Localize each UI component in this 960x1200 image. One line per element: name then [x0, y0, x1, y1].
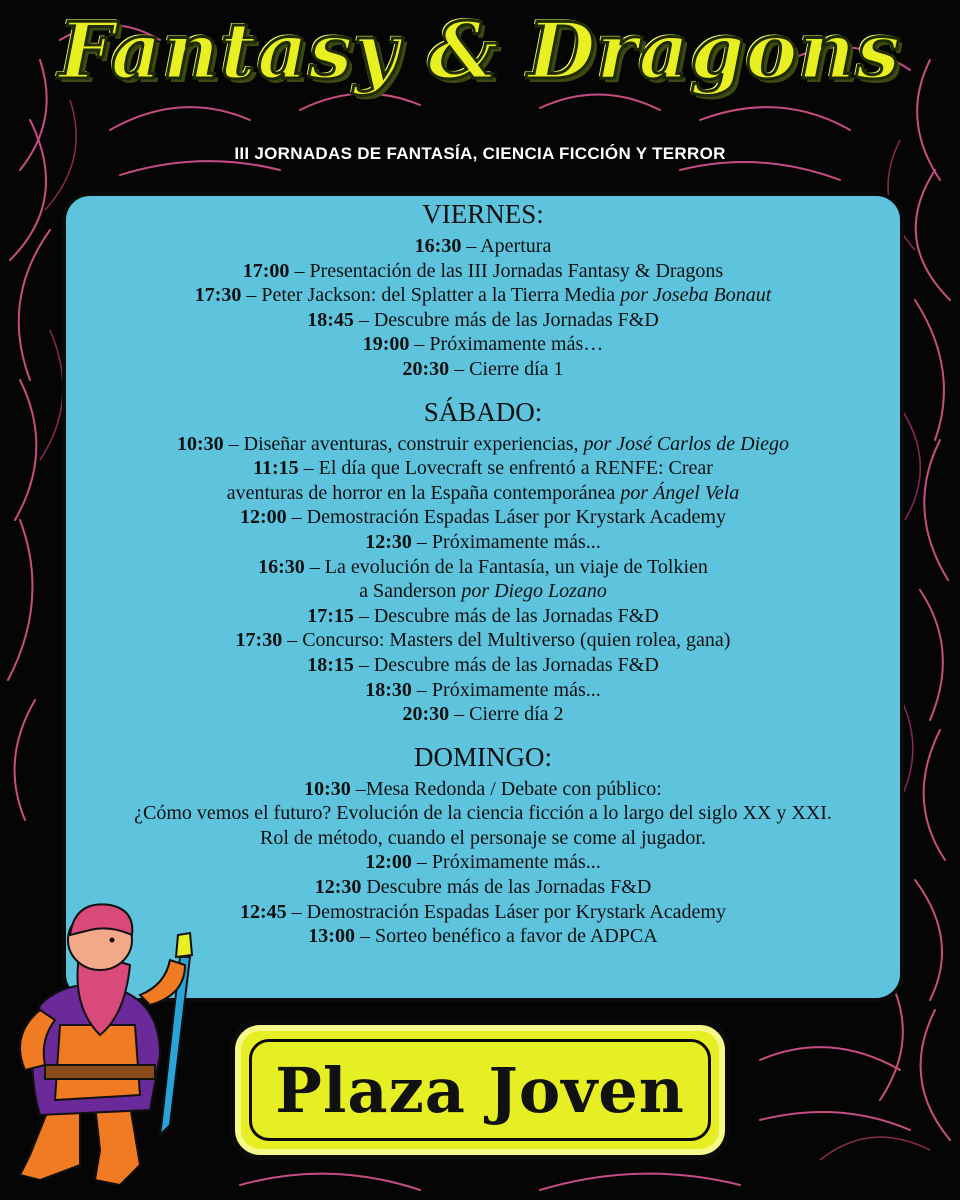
- schedule-text: Rol de método, cuando el personaje se come al jugador.: [260, 826, 706, 849]
- schedule-speaker: por José Carlos de Diego: [583, 432, 790, 455]
- schedule-time: 12:00: [240, 506, 287, 529]
- schedule-text: – Descubre más de las Jornadas F&D: [353, 604, 659, 627]
- schedule-item: [62, 432, 904, 457]
- schedule-time: 19:00: [362, 333, 410, 356]
- schedule-time: 20:30: [402, 703, 450, 726]
- day-block: [62, 396, 904, 727]
- schedule-item: [62, 555, 904, 580]
- schedule-text: – Demostración Espadas Láser por Krystark Academy: [286, 506, 726, 529]
- schedule-text: – Concurso: Masters del Multiverso (quien rolea, gana): [282, 629, 731, 652]
- program-schedule: [62, 198, 904, 963]
- day-block: [62, 198, 904, 382]
- schedule-speaker: por Joseba Bonaut: [620, 284, 772, 307]
- schedule-time: 12:45: [240, 900, 287, 923]
- schedule-item: [62, 678, 904, 703]
- schedule-time: 18:45: [307, 308, 354, 331]
- schedule-item: [62, 777, 904, 802]
- schedule-text: ¿Cómo vemos el futuro? Evolución de la ciencia ficción a lo largo del siglo XX y XXI.: [134, 802, 832, 825]
- schedule-time: 20:30: [402, 357, 450, 380]
- schedule-item: [62, 481, 904, 506]
- schedule-text: a Sanderson: [359, 580, 462, 603]
- schedule-item: [62, 283, 904, 308]
- schedule-text: – Sorteo benéfico a favor de ADPCA: [354, 925, 658, 948]
- schedule-item: [62, 456, 904, 481]
- schedule-speaker: por Ángel Vela: [620, 481, 740, 504]
- schedule-time: 10:30: [176, 432, 224, 455]
- schedule-item: [62, 505, 904, 530]
- schedule-item: [62, 702, 904, 727]
- schedule-text: – Demostración Espadas Láser por Krystark Academy: [286, 900, 726, 923]
- schedule-item: [62, 604, 904, 629]
- schedule-text: – Descubre más de las Jornadas F&D: [353, 653, 659, 676]
- schedule-text: – Apertura: [461, 235, 552, 257]
- event-title: Fantasy & Dragons: [58, 6, 902, 97]
- schedule-item: [62, 653, 904, 678]
- schedule-text: – Próximamente más...: [411, 678, 601, 701]
- schedule-item: [62, 234, 904, 259]
- schedule-item: [62, 826, 904, 851]
- schedule-text: Descubre más de las Jornadas F&D: [361, 876, 652, 899]
- schedule-time: 16:30: [414, 235, 462, 257]
- schedule-time: 10:30: [304, 777, 351, 800]
- venue-label: Plaza Joven: [275, 1053, 685, 1127]
- schedule-text: – Cierre día 1: [449, 357, 564, 380]
- schedule-time: 12:30: [314, 876, 362, 899]
- schedule-text: – Próximamente más...: [411, 530, 601, 553]
- schedule-item: [62, 628, 904, 653]
- day-heading: SÁBADO:: [423, 396, 543, 427]
- schedule-time: 17:30: [235, 629, 283, 652]
- schedule-time: 17:00: [242, 259, 290, 282]
- schedule-text: – Peter Jackson: del Splatter a la Tierra Media: [241, 284, 621, 307]
- schedule-item: [62, 801, 904, 826]
- schedule-item: [62, 357, 904, 382]
- schedule-time: 17:30: [194, 284, 242, 307]
- event-subtitle: III JORNADAS DE FANTASÍA, CIENCIA FICCIÓN Y TERROR: [234, 144, 726, 163]
- schedule-time: 17:15: [307, 604, 354, 627]
- schedule-text: – Diseñar aventuras, construir experiencias,: [223, 432, 584, 455]
- schedule-time: 13:00: [308, 925, 355, 948]
- schedule-text: – Próximamente más…: [409, 333, 604, 356]
- schedule-text: –Mesa Redonda / Debate con público:: [350, 777, 662, 800]
- schedule-text: – Próximamente más...: [411, 851, 601, 874]
- venue-badge: [230, 1020, 730, 1160]
- schedule-time: 12:00: [365, 851, 412, 874]
- schedule-text: – Cierre día 2: [449, 703, 564, 726]
- day-heading: VIERNES:: [422, 199, 544, 229]
- schedule-item: [62, 259, 904, 284]
- schedule-text: – El día que Lovecraft se enfrentó a RENFE: Crear: [298, 457, 713, 480]
- dwarf-warrior-icon: [0, 895, 215, 1200]
- schedule-time: 18:15: [307, 653, 354, 676]
- schedule-text: – Presentación de las III Jornadas Fantasy & Dragons: [289, 259, 724, 282]
- schedule-time: 12:30: [365, 530, 412, 553]
- day-heading: DOMINGO:: [414, 741, 552, 772]
- schedule-time: 16:30: [258, 555, 305, 578]
- schedule-time: 11:15: [253, 457, 299, 480]
- schedule-text: – Descubre más de las Jornadas F&D: [353, 308, 659, 331]
- schedule-text: – La evolución de la Fantasía, un viaje de Tolkien: [304, 555, 708, 578]
- schedule-item: [62, 579, 904, 604]
- schedule-item: [62, 530, 904, 555]
- schedule-time: 18:30: [365, 678, 412, 701]
- schedule-speaker: por Diego Lozano: [461, 580, 607, 603]
- schedule-item: [62, 332, 904, 357]
- schedule-item: [62, 850, 904, 875]
- schedule-text: aventuras de horror en la España contemporánea: [226, 481, 621, 504]
- schedule-item: [62, 308, 904, 333]
